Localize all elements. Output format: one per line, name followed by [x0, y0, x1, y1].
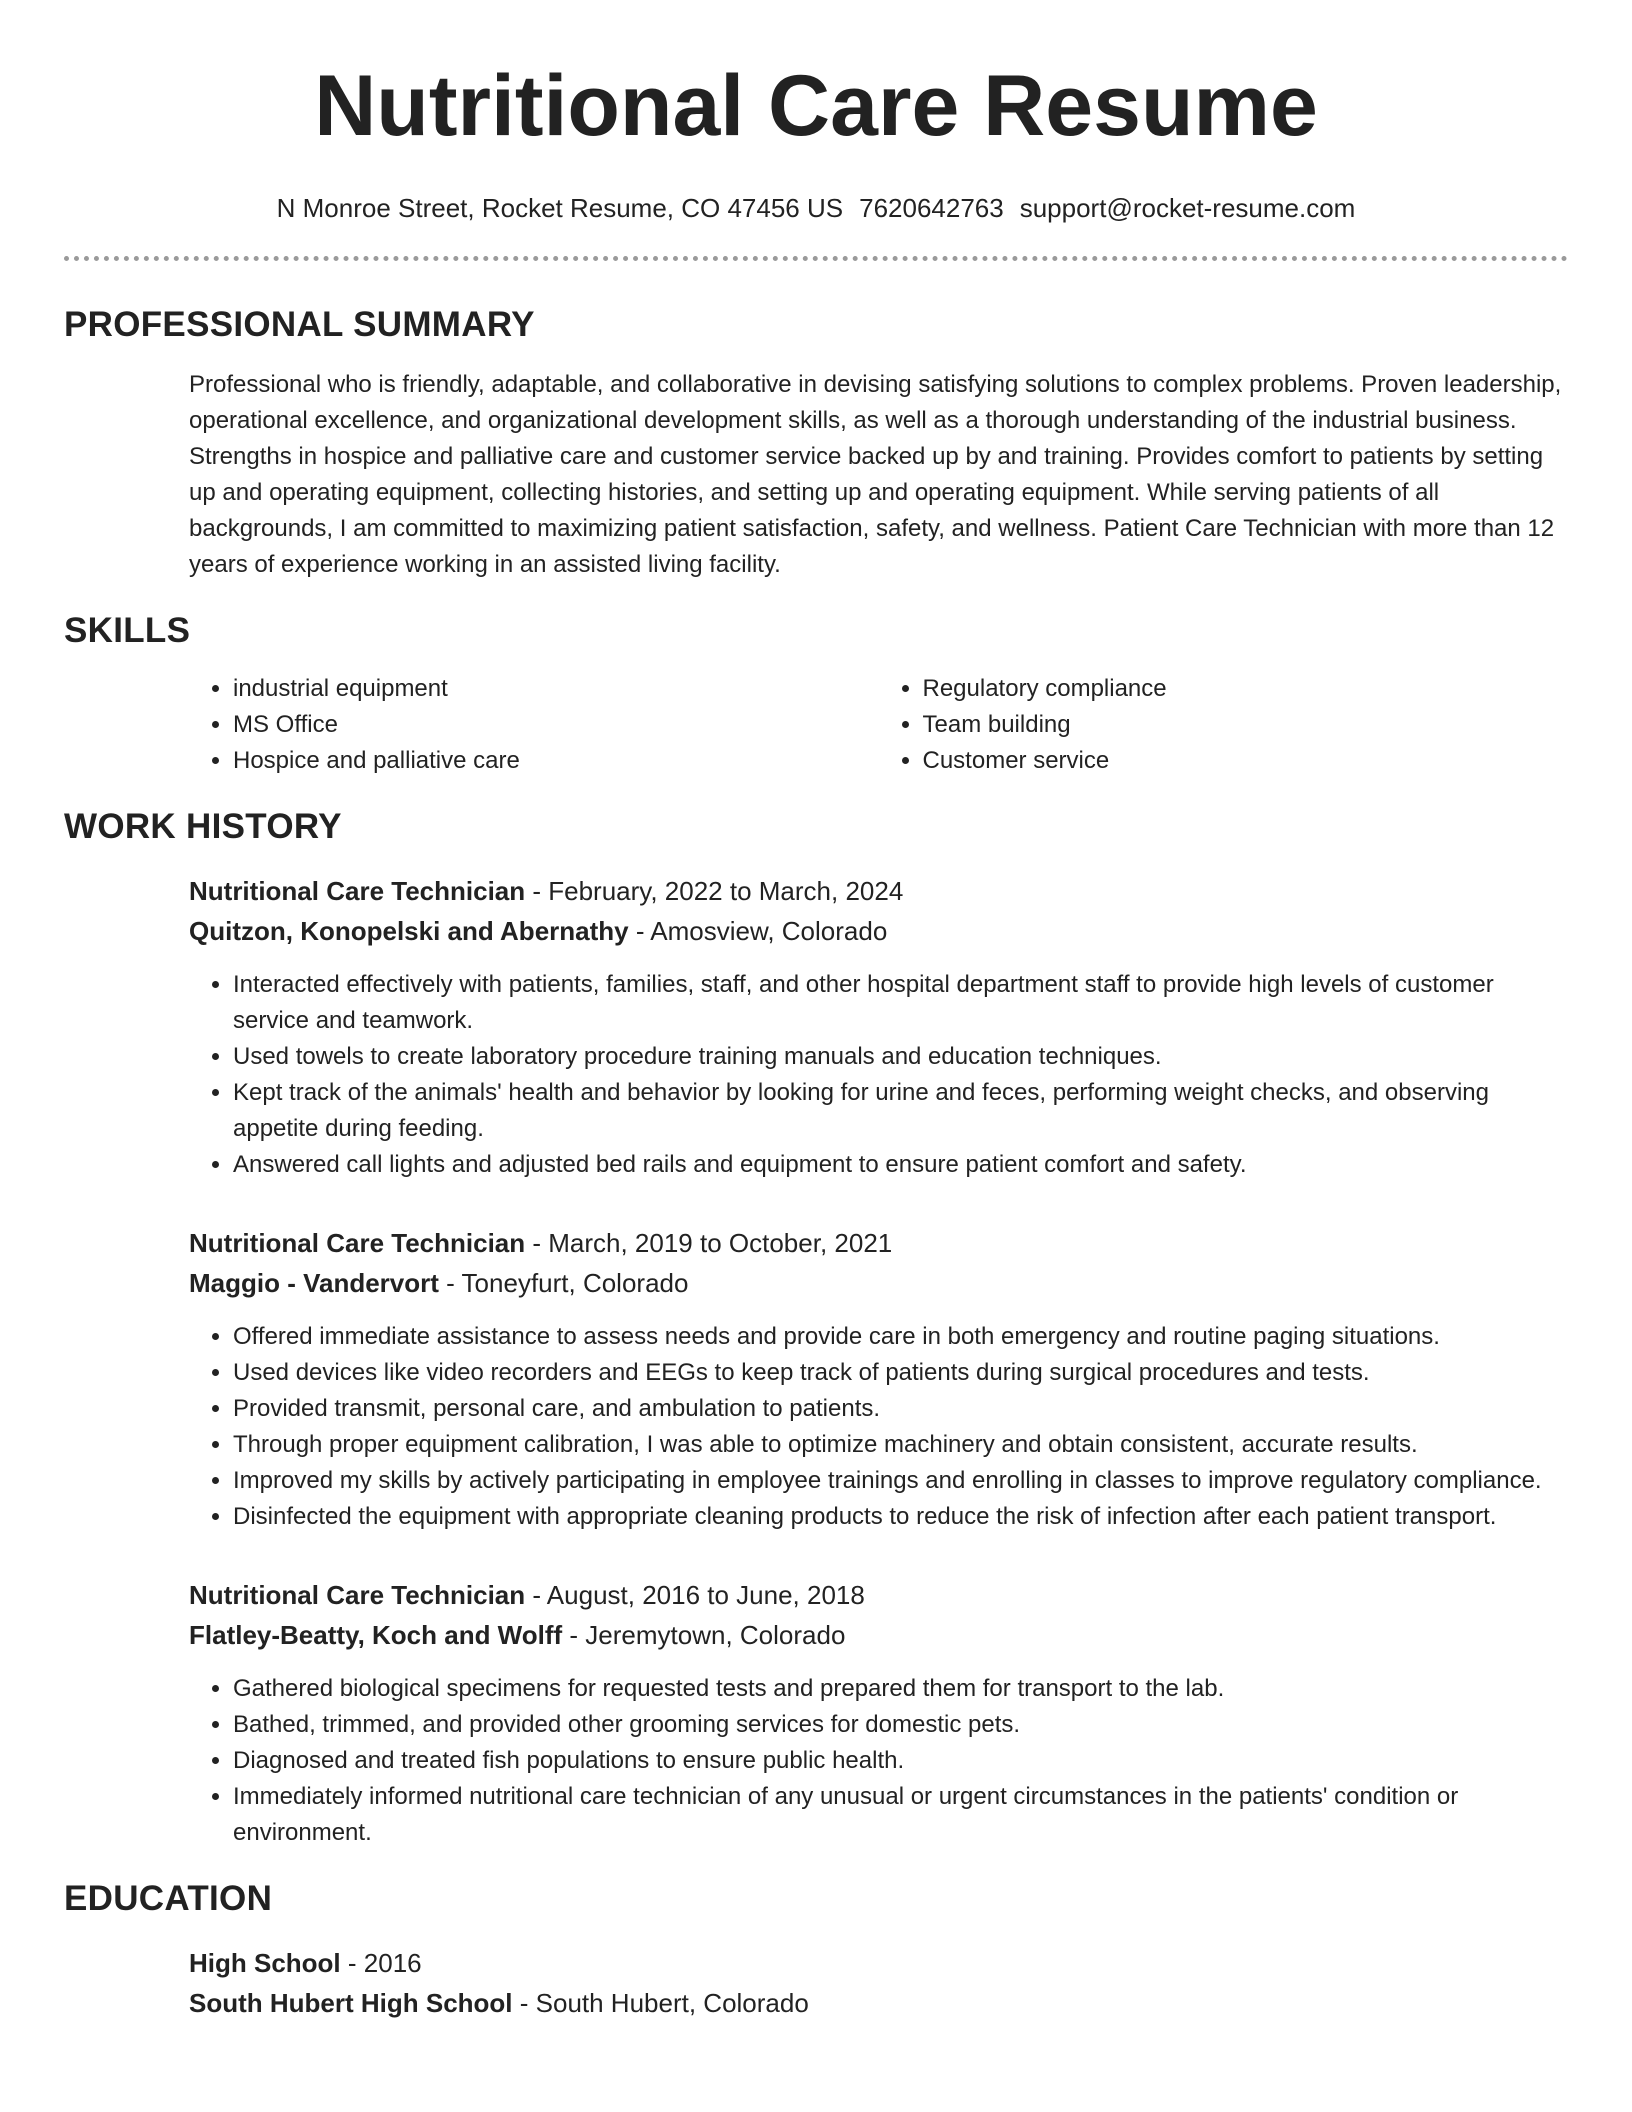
- job-role: Nutritional Care Technician: [189, 1580, 526, 1610]
- job-company: Maggio - Vandervort: [189, 1268, 439, 1298]
- job-bullet: • Gathered biological specimens for requested tests and prepared them for transport to the lab.: [233, 1671, 1568, 1707]
- job-bullet: • Answered call lights and adjusted bed rails and equipment to ensure patient comfort and safety.: [233, 1147, 1568, 1183]
- summary-text: Professional who is friendly, adaptable, and collaborative in devising satisfying solutions to complex problems. Proven leadership, operational excellence, and organizational development skills, as well as a thorough understanding of the industrial business. Strengths in hospice and palliative care and customer service backed up by and training. Provides comfort to patients by setting up and operating equipment, collecting histories, and setting up and operating equipment. While serving patients of all backgrounds, I am committed to maximizing patient satisfaction, safety, and wellness. Patient Care Technician with more than 12 years of experience working in an assisted living facility.: [189, 371, 1562, 578]
- job-company: Quitzon, Konopelski and Abernathy: [189, 916, 629, 946]
- job-company-line: [189, 1615, 1568, 1655]
- job-location: - Jeremytown, Colorado: [562, 1620, 846, 1650]
- education-section: [64, 1879, 1568, 2023]
- skills-column-left: [189, 671, 879, 779]
- skills-section: [64, 611, 1568, 779]
- job-bullet: • Bathed, trimmed, and provided other grooming services for domestic pets.: [233, 1707, 1568, 1743]
- contact-address: N Monroe Street, Rocket Resume, CO 47456 US: [276, 193, 844, 223]
- job-role: Nutritional Care Technician: [189, 876, 526, 906]
- job-company: Flatley-Beatty, Koch and Wolff: [189, 1620, 563, 1650]
- job-location: - Amosview, Colorado: [628, 916, 888, 946]
- job-bullet: • Used devices like video recorders and EEGs to keep track of patients during surgical procedures and tests.: [233, 1355, 1568, 1391]
- job-bullets: [189, 1319, 1568, 1535]
- job-dates: - February, 2022 to March, 2024: [525, 876, 904, 906]
- job-bullet: • Diagnosed and treated fish populations to ensure public health.: [233, 1743, 1568, 1779]
- education-school: South Hubert High School: [189, 1988, 513, 2018]
- education-heading: EDUCATION: [64, 1879, 273, 1918]
- job-bullet: • Immediately informed nutritional care technician of any unusual or urgent circumstances in the patients' condition or environment.: [233, 1779, 1568, 1851]
- education-degree: High School: [189, 1948, 341, 1978]
- work-heading: WORK HISTORY: [64, 807, 342, 846]
- education-year: - 2016: [340, 1948, 422, 1978]
- skills-list: [189, 671, 1568, 779]
- header-divider: [64, 256, 1568, 261]
- job-company-line: [189, 911, 1568, 951]
- job-bullet: • Improved my skills by actively participating in employee trainings and enrolling in classes to improve regulatory compliance.: [233, 1463, 1568, 1499]
- job-entry: [189, 1575, 1568, 1851]
- job-bullets: [189, 967, 1568, 1183]
- summary-section: [64, 305, 1568, 583]
- skills-heading: SKILLS: [64, 611, 191, 650]
- job-entry: [189, 871, 1568, 1183]
- education-location: - South Hubert, Colorado: [512, 1988, 809, 2018]
- summary-heading: PROFESSIONAL SUMMARY: [64, 305, 535, 344]
- job-bullet: • Interacted effectively with patients, families, staff, and other hospital department staff to provide high levels of customer service and teamwork.: [233, 967, 1568, 1039]
- job-bullet: • Provided transmit, personal care, and ambulation to patients.: [233, 1391, 1568, 1427]
- job-dates: - March, 2019 to October, 2021: [525, 1228, 893, 1258]
- job-title-line: [189, 1223, 1568, 1263]
- skill-item: • Customer service: [923, 743, 1569, 779]
- skill-item: • industrial equipment: [233, 671, 879, 707]
- job-bullet: • Through proper equipment calibration, I was able to optimize machinery and obtain consistent, accurate results.: [233, 1427, 1568, 1463]
- job-bullet: • Used towels to create laboratory procedure training manuals and education techniques.: [233, 1039, 1568, 1075]
- skill-item: • Regulatory compliance: [923, 671, 1569, 707]
- education-school-line: [189, 1983, 1568, 2023]
- contact-email[interactable]: support@rocket-resume.com: [1019, 193, 1356, 223]
- job-title-line: [189, 871, 1568, 911]
- job-location: - Toneyfurt, Colorado: [438, 1268, 689, 1298]
- contact-phone: 7620642763: [859, 193, 1004, 223]
- contact-line: [64, 192, 1568, 224]
- job-title-line: [189, 1575, 1568, 1615]
- skills-column-right: [879, 671, 1569, 779]
- skill-item: • Team building: [923, 707, 1569, 743]
- job-bullet: • Kept track of the animals' health and behavior by looking for urine and feces, performing weight checks, and observing appetite during feeding.: [233, 1075, 1568, 1147]
- work-section: [64, 807, 1568, 1851]
- job-bullet: • Disinfected the equipment with appropriate cleaning products to reduce the risk of infection after each patient transport.: [233, 1499, 1568, 1535]
- education-degree-line: [189, 1943, 1568, 1983]
- job-dates: - August, 2016 to June, 2018: [525, 1580, 865, 1610]
- skill-item: • MS Office: [233, 707, 879, 743]
- skill-item: • Hospice and palliative care: [233, 743, 879, 779]
- job-entry: [189, 1223, 1568, 1535]
- resume-title: Nutritional Care Resume: [314, 58, 1318, 154]
- job-company-line: [189, 1263, 1568, 1303]
- job-bullet: • Offered immediate assistance to assess needs and provide care in both emergency and routine paging situations.: [233, 1319, 1568, 1355]
- job-role: Nutritional Care Technician: [189, 1228, 526, 1258]
- job-bullets: [189, 1671, 1568, 1851]
- education-entry: [189, 1943, 1568, 2023]
